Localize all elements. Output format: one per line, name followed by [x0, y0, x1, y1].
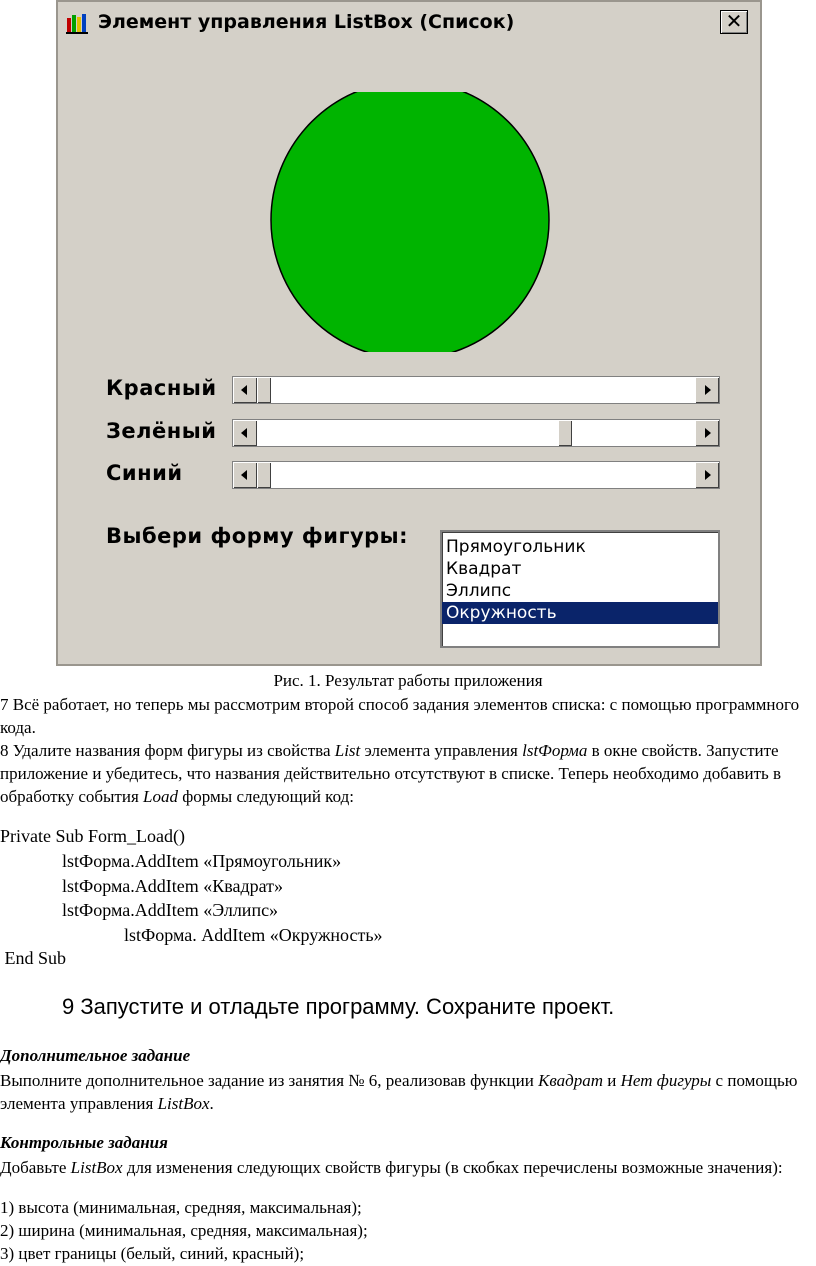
extra-task-paragraph — [0, 1069, 812, 1115]
extra-text: и — [603, 1071, 621, 1090]
step-7-paragraph: 7 Всё работает, но теперь мы рассмотрим второй способ задания элементов списка: с помощью программного кода. — [0, 695, 800, 737]
shape-list-item[interactable]: Прямоугольник — [446, 537, 586, 557]
shape-canvas — [270, 92, 554, 352]
extra-text: с помощью элемента управления — [0, 1071, 798, 1113]
close-icon: ✕ — [725, 9, 743, 33]
arrow-right-icon — [705, 470, 711, 480]
step-8-text: элемента управления — [360, 741, 523, 760]
red-scroll-right-button[interactable] — [695, 377, 719, 403]
control-list-item: 1) высота (минимальная, средняя, максимальная); — [0, 1198, 362, 1217]
code-line: End Sub — [0, 948, 67, 968]
step-8-text: формы следующий код: — [178, 787, 354, 806]
extra-text: Выполните дополнительное задание из занятия № 6, реализовав функции — [0, 1071, 539, 1090]
green-scroll-right-button[interactable] — [695, 420, 719, 446]
close-button[interactable] — [720, 10, 748, 34]
shape-list-item[interactable]: Квадрат — [446, 559, 522, 579]
arrow-left-icon — [241, 385, 247, 395]
arrow-left-icon — [241, 470, 247, 480]
extra-task-heading: Дополнительное задание — [0, 1046, 191, 1065]
green-scroll-left-button[interactable] — [233, 420, 257, 446]
code-line: lstФорма. AddItem «Окружность» — [124, 925, 383, 945]
app-window — [56, 0, 762, 666]
extra-term-no-shape: Нет фигуры — [620, 1071, 712, 1090]
green-scrollbar[interactable] — [232, 419, 720, 447]
control-text: для изменения следующих свойств фигуры (в скобках перечислены возможные значения): — [122, 1158, 783, 1177]
shape-listbox[interactable] — [440, 530, 720, 648]
control-text: Добавьте — [0, 1158, 71, 1177]
arrow-left-icon — [241, 428, 247, 438]
title-bar — [62, 8, 754, 38]
control-list-item: 2) ширина (минимальная, средняя, максимальная); — [0, 1221, 368, 1240]
shape-circle — [271, 92, 549, 352]
extra-term-square: Квадрат — [538, 1071, 604, 1090]
control-term-listbox: ListBox — [70, 1158, 123, 1177]
blue-scroll-thumb[interactable] — [257, 462, 271, 488]
green-scroll-thumb[interactable] — [558, 420, 572, 446]
shape-list-item[interactable]: Окружность — [442, 602, 718, 624]
control-task-paragraph — [0, 1156, 812, 1179]
code-line: Private Sub Form_Load() — [0, 826, 185, 846]
code-line: lstФорма.AddItem «Квадрат» — [62, 876, 284, 896]
step-9-paragraph: 9 Запустите и отладьте программу. Сохраните проект. — [62, 994, 615, 1019]
red-label: Красный — [106, 376, 217, 400]
blue-scroll-right-button[interactable] — [695, 462, 719, 488]
step-8-paragraph — [0, 739, 812, 808]
step-8-text: 8 Удалите названия форм фигуры из свойства — [0, 741, 335, 760]
figure-caption: Рис. 1. Результат работы приложения — [273, 671, 543, 690]
shape-prompt-label: Выбери форму фигуры: — [106, 524, 409, 548]
blue-scrollbar[interactable] — [232, 461, 720, 489]
red-scroll-left-button[interactable] — [233, 377, 257, 403]
step-8-term-load: Load — [143, 787, 178, 806]
code-line: lstФорма.AddItem «Эллипс» — [62, 900, 279, 920]
app-icon — [66, 12, 88, 34]
green-label: Зелёный — [106, 419, 217, 443]
code-line: lstФорма.AddItem «Прямоугольник» — [62, 851, 342, 871]
control-task-heading: Контрольные задания — [0, 1133, 168, 1152]
window-title: Элемент управления ListBox (Список) — [98, 11, 515, 33]
extra-text: . — [209, 1094, 214, 1113]
shape-list-item[interactable]: Эллипс — [446, 581, 512, 601]
arrow-right-icon — [705, 428, 711, 438]
step-8-term-lstforma: lstФорма — [522, 741, 588, 760]
red-scrollbar[interactable] — [232, 376, 720, 404]
control-list-item: 3) цвет границы (белый, синий, красный); — [0, 1244, 305, 1263]
extra-term-listbox: ListBox — [157, 1094, 210, 1113]
step-8-text: в окне свойств. Запустите приложение и убедитесь, что названия действительно отсутствуют в списке. Теперь необходимо добавить в обработку события — [0, 741, 782, 806]
blue-scroll-left-button[interactable] — [233, 462, 257, 488]
step-8-term-list: List — [334, 741, 361, 760]
blue-label: Синий — [106, 461, 183, 485]
red-scroll-thumb[interactable] — [257, 377, 271, 403]
arrow-right-icon — [705, 385, 711, 395]
